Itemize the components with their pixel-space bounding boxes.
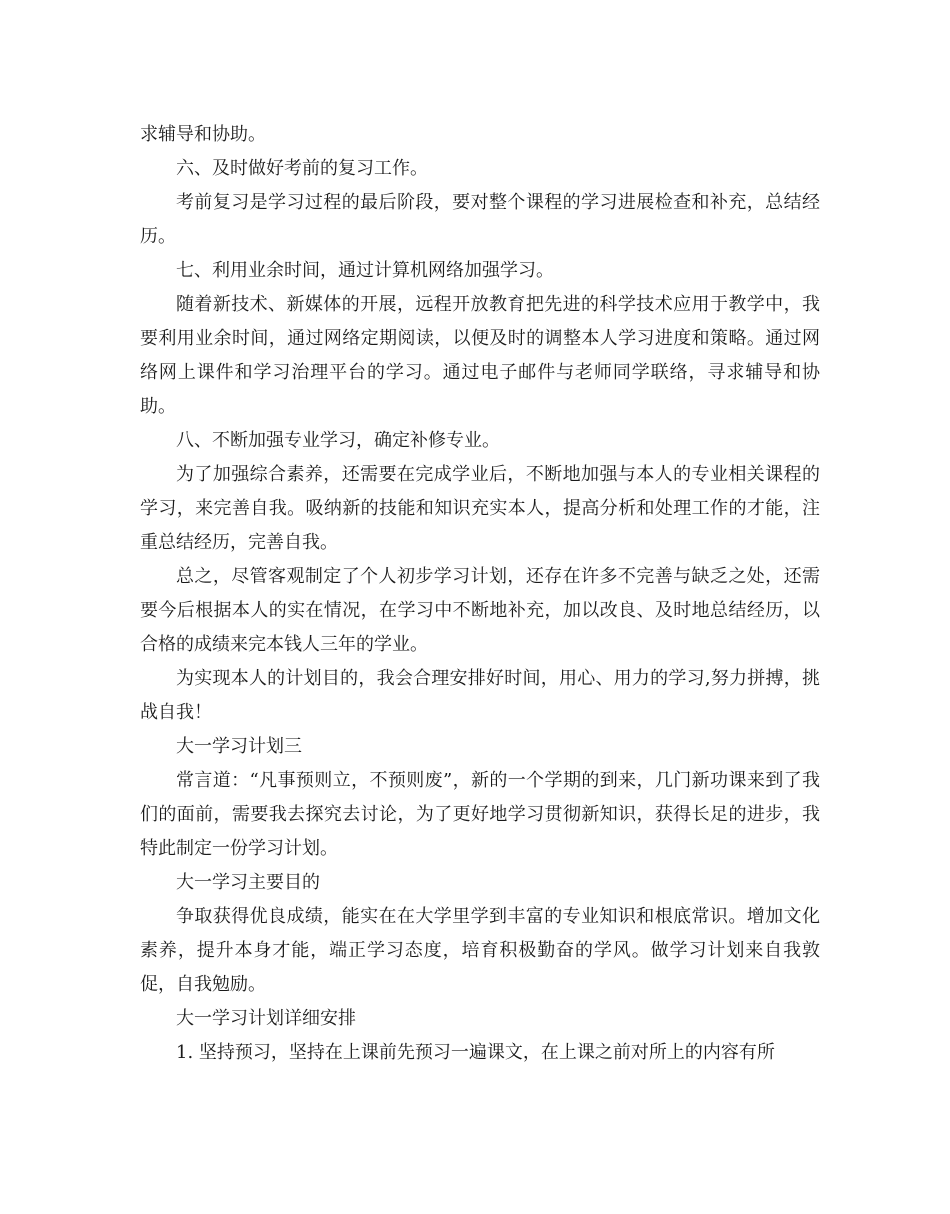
section-heading: 八、不断加强专业学习，确定补修专业。 [176,430,500,451]
section-heading: 六、及时做好考前的复习工作。 [176,158,428,179]
paragraph: 考前复习是学习过程的最后阶段，要对整个课程的学习进展检查和补充，总结经历。 [140,192,820,247]
paragraph: 常言道：“凡事预则立，不预则废”，新的一个学期的到来，几门新功课来到了我们的面前，需要我去探究去讨论，为了更好地学习贯彻新知识，获得长足的进步，我特此制定一份学习计划。 [140,770,820,859]
paragraph: 求辅导和协助。 [140,124,266,145]
list-item: 1. 坚持预习，坚持在上课前先预习一遍课文，在上课之前对所上的内容有所 [176,1042,775,1063]
section-heading: 大一学习计划三 [176,736,302,757]
paragraph: 争取获得优良成绩，能实在在大学里学到丰富的专业知识和根底常识。增加文化素养，提升本身才能，端正学习态度，培育积极勤奋的学风。做学习计划来自我敦促，自我勉励。 [140,906,820,995]
paragraph: 随着新技术、新媒体的开展，远程开放教育把先进的科学技术应用于教学中，我要利用业余时间，通过网络定期阅读，以便及时的调整本人学习进度和策略。通过网络网上课件和学习治理平台的学习。通过电子邮件与老师同学联络，寻求辅导和协助。 [140,294,820,417]
document-body [140,118,820,1070]
section-heading: 大一学习主要目的 [176,872,320,893]
section-heading: 大一学习计划详细安排 [176,1008,356,1029]
paragraph: 为实现本人的计划目的，我会合理安排好时间，用心、用力的学习,努力拼搏，挑战自我！ [140,668,820,723]
section-heading: 七、利用业余时间，通过计算机网络加强学习。 [176,260,554,281]
paragraph: 总之，尽管客观制定了个人初步学习计划，还存在许多不完善与缺乏之处，还需要今后根据本人的实在情况，在学习中不断地补充，加以改良、及时地总结经历，以合格的成绩来完本钱人三年的学业。 [140,566,820,655]
paragraph: 为了加强综合素养，还需要在完成学业后，不断地加强与本人的专业相关课程的学习，来完善自我。吸纳新的技能和知识充实本人，提高分析和处理工作的才能，注重总结经历，完善自我。 [140,464,820,553]
